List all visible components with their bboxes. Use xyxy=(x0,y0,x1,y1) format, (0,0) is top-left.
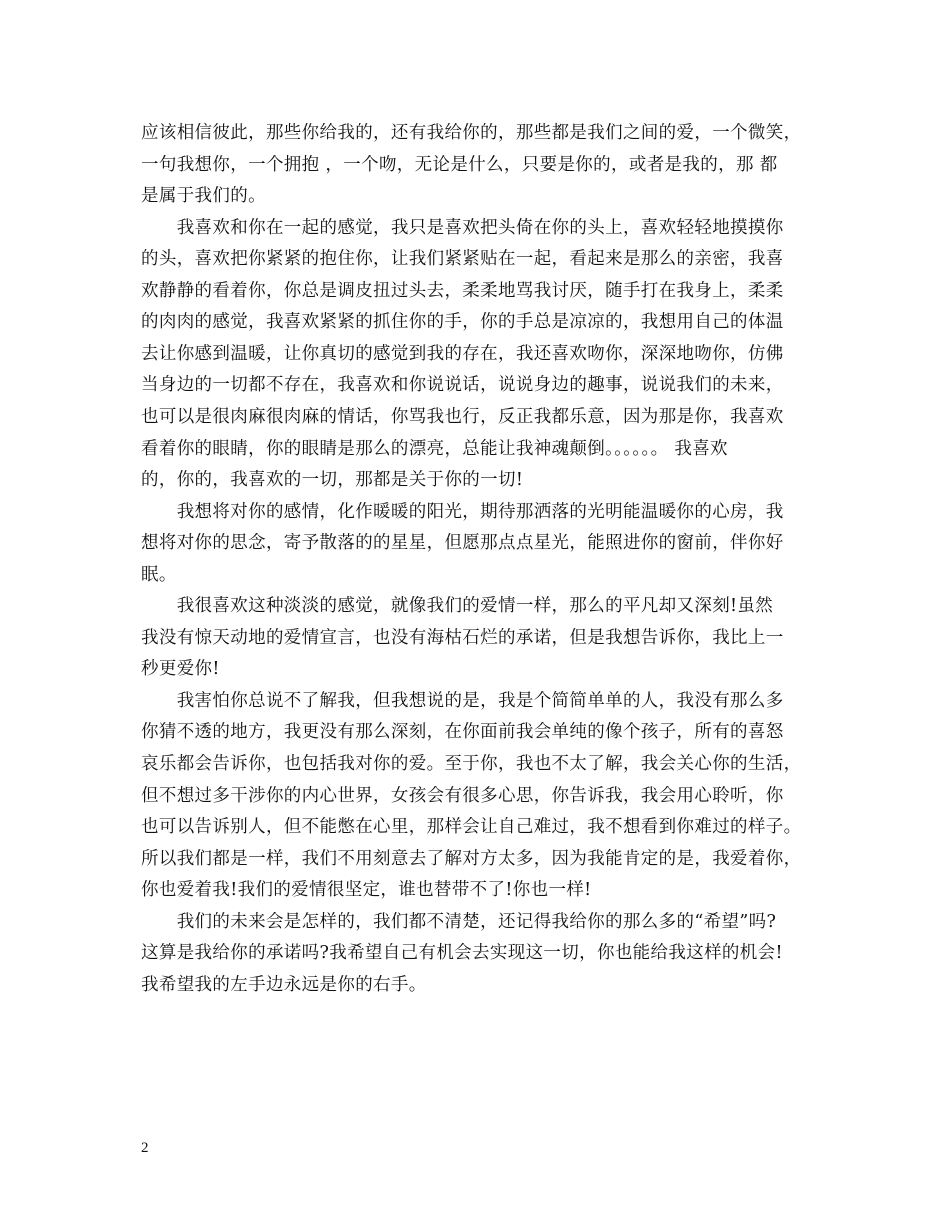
text-line: 当身边的一切都不存在，我喜欢和你说说话，说说身边的趣事，说说我们的未来， xyxy=(141,375,784,396)
text-line: 秒更爱你! xyxy=(141,659,220,680)
text-line: 看着你的眼睛，你的眼睛是那么的漂亮，总能让我神魂颠倒。。。。。。 我喜欢 xyxy=(141,438,728,459)
text-line: 这算是我给你的承诺吗?我希望自己有机会去实现这一切，你也能给我这样的机会! xyxy=(141,943,783,964)
text-line: 我想将对你的感情，化作暖暖的阳光，期待那洒落的光明能温暖你的心房，我 xyxy=(141,501,784,522)
text-line: 我很喜欢这种淡淡的感觉，就像我们的爱情一样，那么的平凡却又深刻!虽然 xyxy=(141,596,774,617)
text-line: 你猜不透的地方，我更没有那么深刻，在你面前我会单纯的像个孩子，所有的喜怒 xyxy=(141,722,784,743)
text-line: 一句我想你，一个拥抱 ，一个吻，无论是什么，只要是你的，或者是我的，那 都 xyxy=(141,154,778,175)
text-line: 是属于我们的。 xyxy=(141,186,266,207)
text-line: 哀乐都会告诉你，也包括我对你的爱。至于你，我也不太了解，我会关心你的生活， xyxy=(141,754,802,774)
text-line: 欢静静的看着你，你总是调皮扭过头去，柔柔地骂我讨厌，随手打在我身上，柔柔 xyxy=(141,280,784,301)
text-line: 但不想过多干涉你的内心世界，女孩会有很多心思，你告诉我，我会用心聆听，你 xyxy=(141,785,784,806)
text-line: 我们的未来会是怎样的，我们都不清楚，还记得我给你的那么多的“希望”吗? xyxy=(141,911,777,932)
text-line: 所以我们都是一样，我们不用刻意去了解对方太多，因为我能肯定的是，我爱着你， xyxy=(141,848,802,869)
text-line: 也可以是很肉麻很肉麻的情话，你骂我也行，反正我都乐意，因为那是你，我喜欢 xyxy=(141,406,784,427)
text-line: 我没有惊天动地的爱情宣言，也没有海枯石烂的承诺，但是我想告诉你，我比上一 xyxy=(141,627,784,648)
text-line: 也可以告诉别人，但不能憋在心里，那样会让自己难过，我不想看到你难过的样子。 xyxy=(141,817,802,838)
text-line: 你也爱着我!我们的爱情很坚定，谁也替带不了!你也一样! xyxy=(141,880,592,901)
text-line: 的肉肉的感觉，我喜欢紧紧的抓住你的手，你的手总是凉凉的，我想用自己的体温 xyxy=(141,312,784,333)
text-line: 的，你的，我喜欢的一切，那都是关于你的一切! xyxy=(141,470,524,491)
text-line: 我害怕你总说不了解我，但我想说的是，我是个简简单单的人，我没有那么多 xyxy=(141,690,784,711)
text-line: 去让你感到温暖，让你真切的感觉到我的存在，我还喜欢吻你，深深地吻你，仿佛 xyxy=(141,343,784,364)
page-number: 2 xyxy=(141,1140,149,1156)
text-line: 想将对你的思念，寄予散落的的星星，但愿那点点星光，能照进你的窗前，伴你好 xyxy=(141,533,784,554)
text-line: 的头，喜欢把你紧紧的抱住你，让我们紧紧贴在一起，看起来是那么的亲密，我喜 xyxy=(141,249,784,270)
text-line: 我喜欢和你在一起的感觉，我只是喜欢把头倚在你的头上，喜欢轻轻地摸摸你 xyxy=(141,217,784,238)
text-line: 应该相信彼此，那些你给我的，还有我给你的，那些都是我们之间的爱，一个微笑， xyxy=(141,123,802,143)
text-line: 眠。 xyxy=(141,564,177,585)
text-line: 我希望我的左手边永远是你的右手。 xyxy=(141,974,427,995)
